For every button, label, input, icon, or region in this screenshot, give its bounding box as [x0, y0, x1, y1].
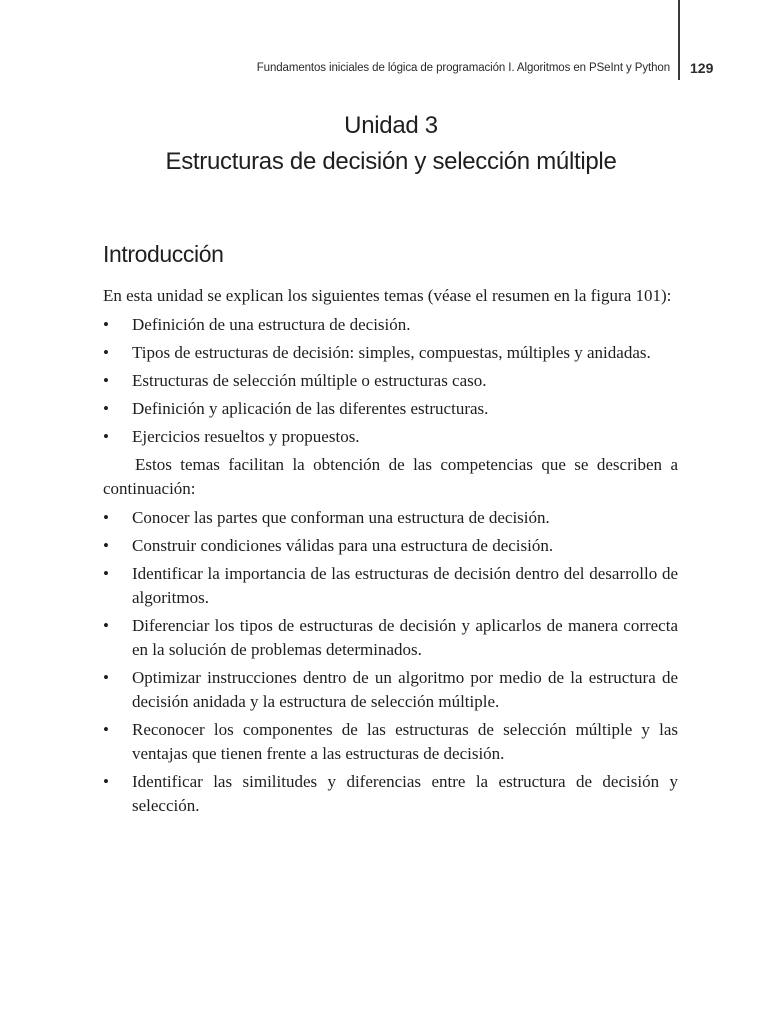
topics-list — [103, 313, 678, 449]
unit-label: Unidad 3 — [344, 112, 438, 139]
header-vertical-rule — [678, 0, 680, 80]
list-item-text: Ejercicios resueltos y propuestos. — [132, 427, 360, 446]
bullet-icon: • — [103, 720, 109, 739]
bullet-icon: • — [103, 315, 109, 334]
competencies-list — [103, 506, 678, 818]
list-item — [103, 397, 678, 421]
intro-paragraph: En esta unidad se explican los siguientes temas (véase el resumen en la figura 101): — [103, 286, 672, 305]
list-item — [103, 425, 678, 449]
list-item — [103, 506, 678, 530]
list-item — [103, 313, 678, 337]
list-item-text: Reconocer los componentes de las estructuras de selección múltiple y las ventajas que tienen frente a las estructuras de decisión. — [132, 720, 678, 763]
competencies-paragraph: Estos temas facilitan la obtención de las competencias que se describen a continuación: — [103, 455, 678, 498]
list-item-text: Tipos de estructuras de decisión: simples, compuestas, múltiples y anidadas. — [132, 343, 651, 362]
bullet-icon: • — [103, 616, 109, 635]
bullet-icon: • — [103, 564, 109, 583]
list-item-text: Definición de una estructura de decisión. — [132, 315, 411, 334]
list-item-text: Conocer las partes que conforman una estructura de decisión. — [132, 508, 550, 527]
list-item — [103, 369, 678, 393]
bullet-icon: • — [103, 427, 109, 446]
list-item — [103, 562, 678, 610]
list-item-text: Identificar las similitudes y diferencias entre la estructura de decisión y selección. — [132, 772, 678, 815]
list-item-text: Identificar la importancia de las estructuras de decisión dentro del desarrollo de algoritmos. — [132, 564, 678, 607]
bullet-icon: • — [103, 536, 109, 555]
list-item-text: Diferenciar los tipos de estructuras de decisión y aplicarlos de manera correcta en la solución de problemas determinados. — [132, 616, 678, 659]
unit-title: Estructuras de decisión y selección múltiple — [165, 148, 617, 175]
running-head: Fundamentos iniciales de lógica de programación I. Algoritmos en PSeInt y Python — [256, 62, 670, 74]
bullet-icon: • — [103, 508, 109, 527]
list-item — [103, 614, 678, 662]
list-item — [103, 718, 678, 766]
body-content — [103, 284, 678, 822]
list-item-text: Optimizar instrucciones dentro de un algoritmo por medio de la estructura de decisión anidada y la estructura de selección múltiple. — [132, 668, 678, 711]
list-item — [103, 666, 678, 714]
page-number: 129 — [690, 60, 714, 76]
list-item-text: Estructuras de selección múltiple o estructuras caso. — [132, 371, 487, 390]
bullet-icon: • — [103, 343, 109, 362]
list-item — [103, 534, 678, 558]
list-item-text: Construir condiciones válidas para una estructura de decisión. — [132, 536, 554, 555]
list-item — [103, 341, 678, 365]
bullet-icon: • — [103, 668, 109, 687]
bullet-icon: • — [103, 371, 109, 390]
section-title: Introducción — [103, 241, 224, 267]
bullet-icon: • — [103, 772, 109, 791]
unit-heading — [0, 108, 768, 180]
list-item-text: Definición y aplicación de las diferentes estructuras. — [132, 399, 489, 418]
bullet-icon: • — [103, 399, 109, 418]
list-item — [103, 770, 678, 818]
